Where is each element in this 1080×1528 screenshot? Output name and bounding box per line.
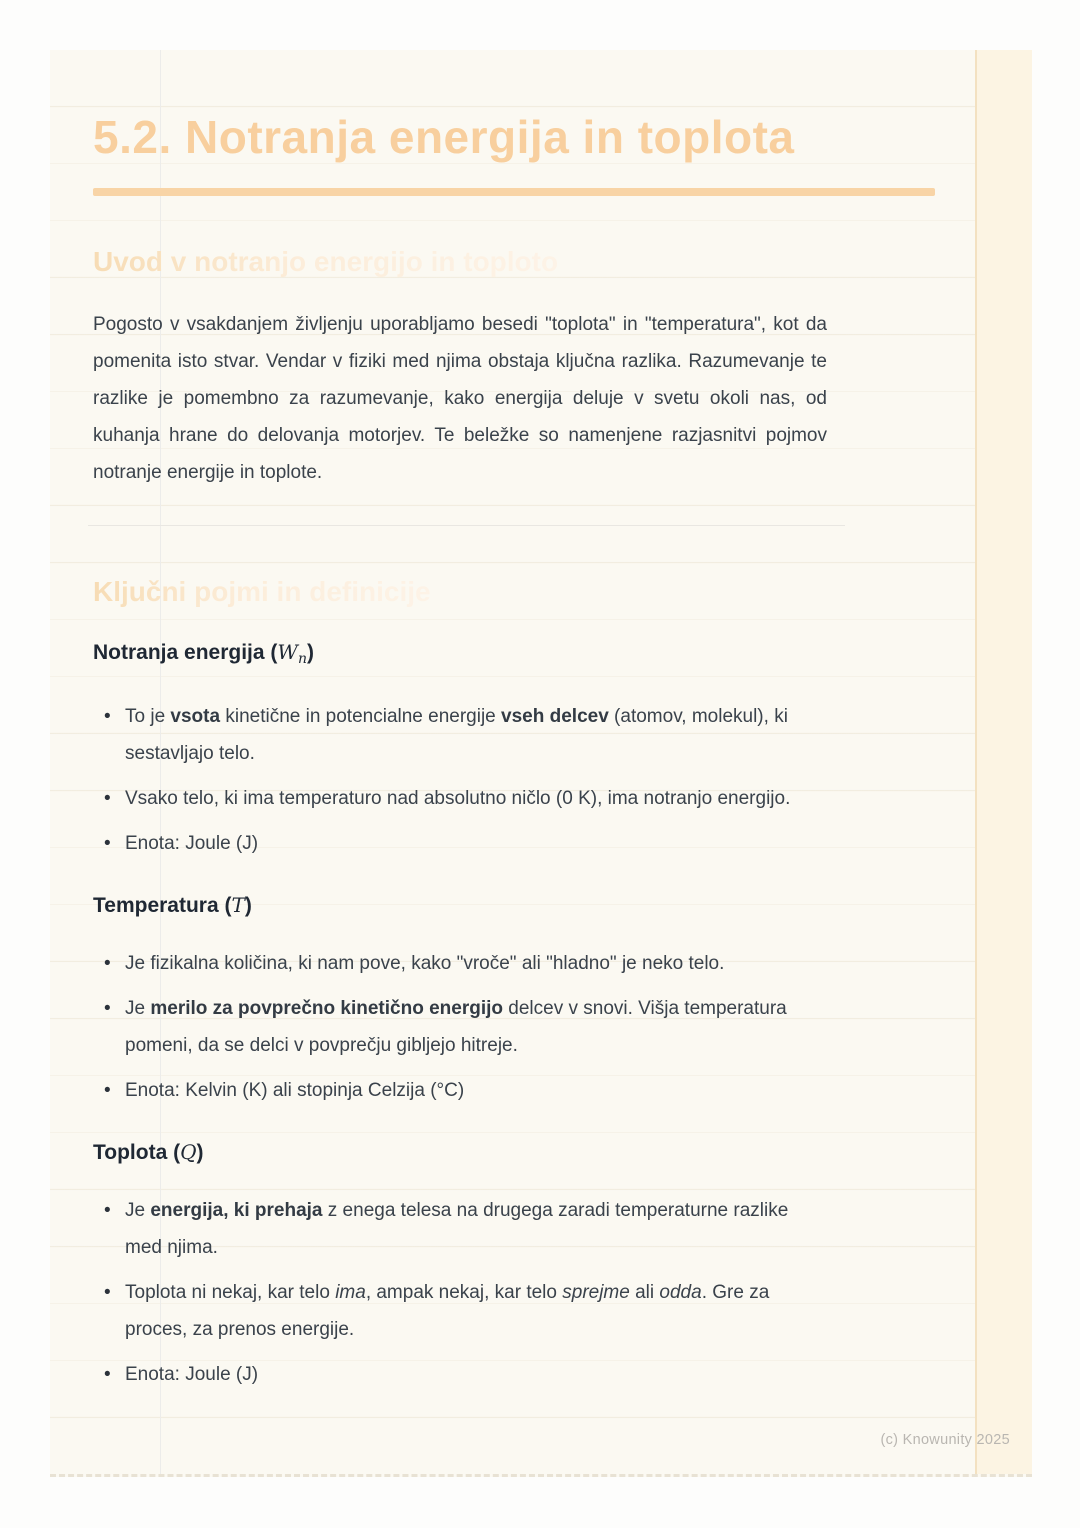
math-symbol: Q <box>180 1140 197 1164</box>
bullet-item <box>93 698 825 772</box>
bullet-text-run: . Gre za proces, za prenos energije. <box>125 1282 770 1340</box>
term-label-close: ) <box>244 894 252 917</box>
bullet-text-run: vsota <box>170 706 221 727</box>
bullet-item <box>93 1072 825 1109</box>
bullet-text-run: Enota: Kelvin (K) ali stopinja Celzija (°C) <box>125 1080 465 1101</box>
page-content <box>93 50 935 1401</box>
bullet-text-run: Je <box>125 1200 151 1221</box>
bullet-item <box>93 825 825 862</box>
definition-term <box>93 892 935 919</box>
page-title: 5.2. Notranja energija in toplota <box>93 111 795 163</box>
bullet-text-run: delcev v snovi. Višja temperatura pomeni, da se delci v povprečju gibljejo hitreje. <box>125 998 787 1056</box>
bullet-text-run: To je <box>125 706 171 727</box>
math-symbol: W <box>277 640 298 664</box>
math-symbol: T <box>231 893 245 917</box>
term-label-close: ) <box>196 1141 204 1164</box>
bullet-text-run: ali <box>629 1282 660 1303</box>
bullet-text-run: ima <box>335 1282 366 1303</box>
bullet-text-run: kinetične in potencialne energije <box>220 706 502 727</box>
bullet-text-run: odda <box>659 1282 702 1303</box>
bullet-text-run: (atomov, molekul), ki sestavljajo telo. <box>125 706 788 764</box>
bullet-item <box>93 1274 825 1348</box>
bullet-text-run: merilo za povprečno kinetično energijo <box>150 998 503 1019</box>
bullet-text-run: vseh delcev <box>501 706 609 727</box>
bullet-text-run: Vsako telo, ki ima temperaturo nad absolutno ničlo (0 K), ima notranjo energijo. <box>125 788 791 809</box>
bullet-item <box>93 990 825 1064</box>
right-margin-column <box>975 50 1032 1474</box>
section-divider <box>88 525 845 526</box>
bullet-item <box>93 780 825 817</box>
bullet-text-run: z enega telesa na drugega zaradi temperaturne razlike med njima. <box>125 1200 789 1258</box>
definition-group <box>93 892 935 1109</box>
definitions-section-heading: Ključni pojmi in definicije <box>93 576 431 607</box>
bullet-text-run: Toplota ni nekaj, kar telo <box>125 1282 336 1303</box>
bullet-text-run: Enota: Joule (J) <box>125 1364 259 1385</box>
bullet-item <box>93 945 825 982</box>
definition-group <box>93 639 935 862</box>
intro-section-heading: Uvod v notranjo energijo in toploto <box>93 246 559 277</box>
bullet-list <box>93 1192 825 1393</box>
definition-group <box>93 1139 935 1393</box>
intro-paragraph: Pogosto v vsakdanjem življenju uporabljamo besedi "toplota" in "temperatura", kot da pomenita isto stvar. Vendar v fiziki med njima obstaja ključna razlika. Razumevanje te razlike je pomembno za razumevanje, kako energija deluje v svetu okoli nas, od kuhanja hrane do delovanja motorjev. Te beležke so namenjene razjasnitvi pojmov notranje energije in toplote. <box>93 314 827 483</box>
bullet-list <box>93 945 825 1109</box>
bullet-text-run: Je <box>125 998 151 1019</box>
term-label: Temperatura ( <box>93 894 232 917</box>
bullet-text-run: Enota: Joule (J) <box>125 833 259 854</box>
definition-term <box>93 1139 935 1166</box>
definition-groups <box>93 639 935 1393</box>
definition-term <box>93 639 935 672</box>
bullet-text-run: sprejme <box>562 1282 630 1303</box>
bullet-text-run: Je fizikalna količina, ki nam pove, kako "vroče" ali "hladno" je neko telo. <box>125 953 725 974</box>
bullet-item <box>93 1356 825 1393</box>
term-label-close: ) <box>306 641 314 664</box>
bullet-text-run: energija, ki prehaja <box>150 1200 323 1221</box>
math-symbol-subscript: n <box>297 651 307 667</box>
bullet-item <box>93 1192 825 1266</box>
bullet-list <box>93 698 825 862</box>
title-underline-rule <box>93 188 935 196</box>
term-label: Toplota ( <box>93 1141 181 1164</box>
bullet-text-run: , ampak nekaj, kar telo <box>365 1282 563 1303</box>
term-label: Notranja energija ( <box>93 641 278 664</box>
notebook-paper <box>50 50 1032 1477</box>
footer-credit: (c) Knowunity 2025 <box>880 1432 1010 1448</box>
